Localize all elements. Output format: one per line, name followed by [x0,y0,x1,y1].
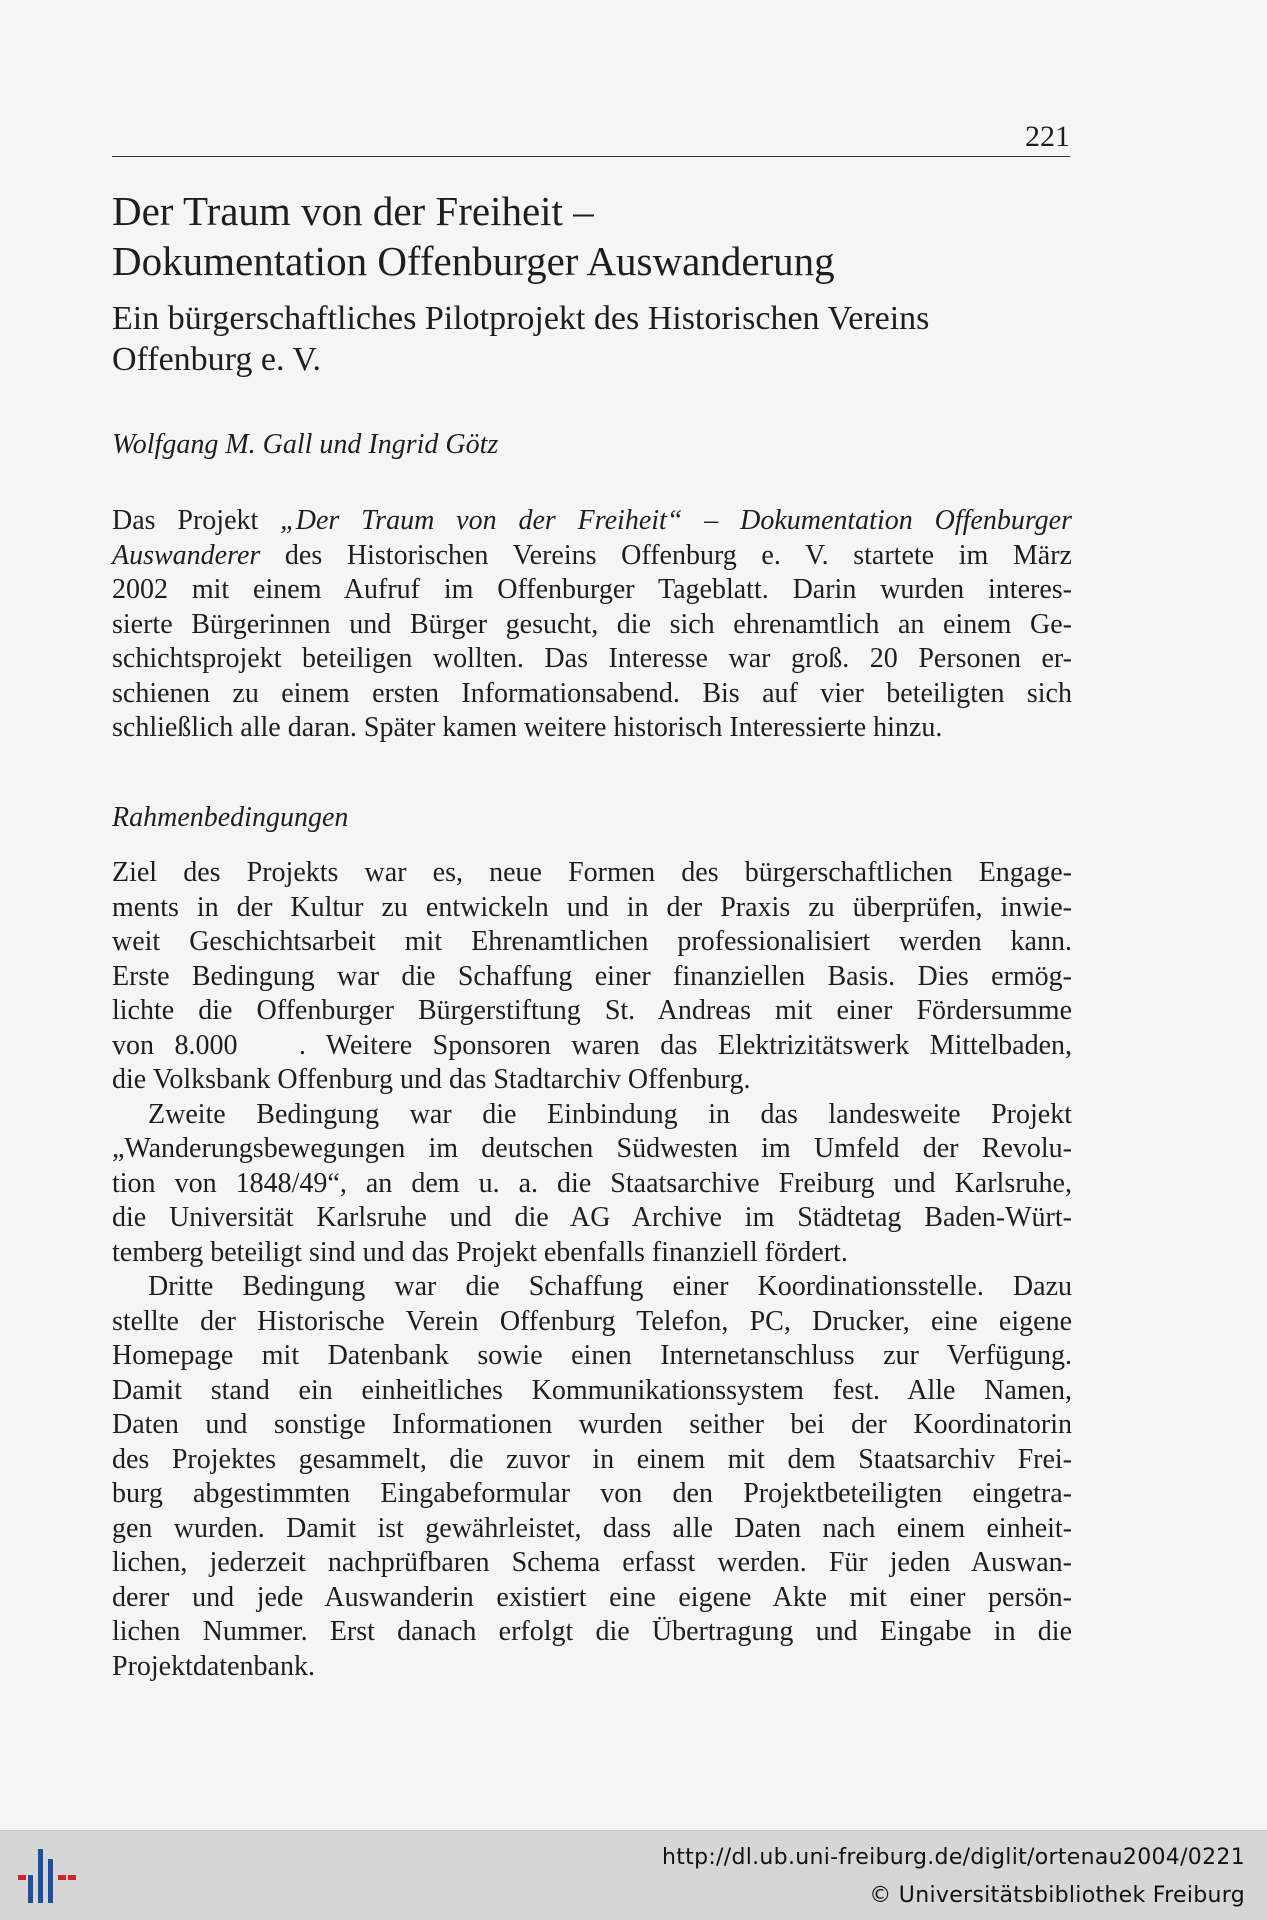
text-line: gen wurden. Damit ist gewährleistet, dass alle Daten nach einem einheit- [112,1512,1072,1544]
article-title [112,186,1072,286]
text-line: schienen zu einem ersten Informationsabend. Bis auf vier beteiligten sich [112,677,1072,709]
text-line: Zweite Bedingung war die Einbindung in das landesweite Projekt [148,1098,1072,1130]
text-line: stellte der Historische Verein Offenburg Telefon, PC, Drucker, eine eigene [112,1305,1072,1337]
text-line: Projektdatenbank. [112,1650,315,1682]
text-line: temberg beteiligt sind und das Projekt ebenfalls finanziell fördert. [112,1236,848,1268]
project-title-italic: „Der Traum von der Freiheit“ – Dokumentation Offenburger [280,505,1072,536]
text-line: des Projektes gesammelt, die zuvor in einem mit dem Staatsarchiv Frei- [112,1443,1072,1475]
page-number: 221 [1025,120,1070,153]
footer-copyright: © Universitätsbibliothek Freiburg [869,1883,1245,1908]
text-line: „Wanderungsbewegungen im deutschen Südwesten im Umfeld der Revolu- [112,1133,1072,1164]
footer-url-link[interactable]: http://dl.ub.uni-freiburg.de/diglit/ortenau2004/0221 [661,1845,1245,1870]
text-line: Ziel des Projekts war es, neue Formen des bürgerschaftlichen Engage- [112,857,1072,888]
title-line: Der Traum von der Freiheit – [112,188,594,234]
text-line: von 8.000 . Weitere Sponsoren waren das Elektrizitätswerk Mittelbaden, [112,1029,1072,1061]
text-line: weit Geschichtsarbeit mit Ehrenamtlichen professionalisiert werden kann. [112,926,1072,957]
text-line: die Volksbank Offenburg und das Stadtarchiv Offenburg. [112,1064,751,1095]
text-line: lichen Nummer. Erst danach erfolgt die Übertragung und Eingabe in die [112,1616,1072,1647]
body-paragraph-1 [112,856,1072,1684]
text-line: derer und jede Auswanderin existiert eine eigene Akte mit einer persön- [112,1581,1072,1613]
footer-bar [0,1830,1267,1920]
text-line: tion von 1848/49“, an dem u. a. die Staatsarchive Freiburg und Karlsruhe, [112,1167,1072,1199]
text-line: 2002 mit einem Aufruf im Offenburger Tageblatt. Darin wurden interes- [112,574,1072,605]
text-line: schichtsprojekt beteiligen wollten. Das Interesse war groß. 20 Personen er- [112,643,1072,674]
text-span: Das Projekt [112,505,281,536]
text-line: Dritte Bedingung war die Schaffung einer Koordinationsstelle. Dazu [148,1271,1072,1302]
text-line [112,504,1072,539]
text-line: ments in der Kultur zu entwickeln und in der Praxis zu überprüfen, inwie- [112,891,1072,923]
text-line: Damit stand ein einheitliches Kommunikationssystem fest. Alle Namen, [112,1374,1072,1406]
text-line: Homepage mit Datenbank sowie einen Internetanschluss zur Verfügung. [112,1340,1072,1371]
text-line: die Universität Karlsruhe und die AG Archive im Städtetag Baden-Würt- [112,1202,1072,1233]
running-head [112,118,1070,157]
text-line: burg abgestimmten Eingabeformular von den Projektbeteiligten eingetra- [112,1478,1072,1509]
article-subtitle [112,298,1072,380]
ub-freiburg-logo-icon[interactable] [16,1847,80,1905]
project-title-italic: Auswanderer [112,539,261,571]
subtitle-line: Ein bürgerschaftliches Pilotprojekt des Historischen Vereins [112,300,930,337]
authors: Wolfgang M. Gall und Ingrid Götz [112,429,499,460]
text-line: schließlich alle daran. Später kamen weitere historisch Interessierte hinzu. [112,712,943,743]
text-line: Erste Bedingung war die Schaffung einer finanziellen Basis. Dies ermög- [112,960,1072,992]
text-span: des Historischen Vereins Offenburg e. V. startete im März [260,539,1072,571]
text-line: lichte die Offenburger Bürgerstiftung St. Andreas mit einer Fördersumme [112,995,1072,1026]
text-line: lichen, jederzeit nachprüfbaren Schema erfasst werden. Für jeden Auswan- [112,1547,1072,1578]
intro-paragraph [112,504,1072,746]
text-line: sierte Bürgerinnen und Bürger gesucht, die sich ehrenamtlich an einem Ge- [112,608,1072,640]
subtitle-line: Offenburg e. V. [112,341,322,378]
text-line [112,539,1072,574]
title-line: Dokumentation Offenburger Auswanderung [112,238,835,284]
text-line: Daten und sonstige Informationen wurden seither bei der Koordinatorin [112,1409,1072,1440]
section-heading: Rahmenbedingungen [112,802,349,833]
